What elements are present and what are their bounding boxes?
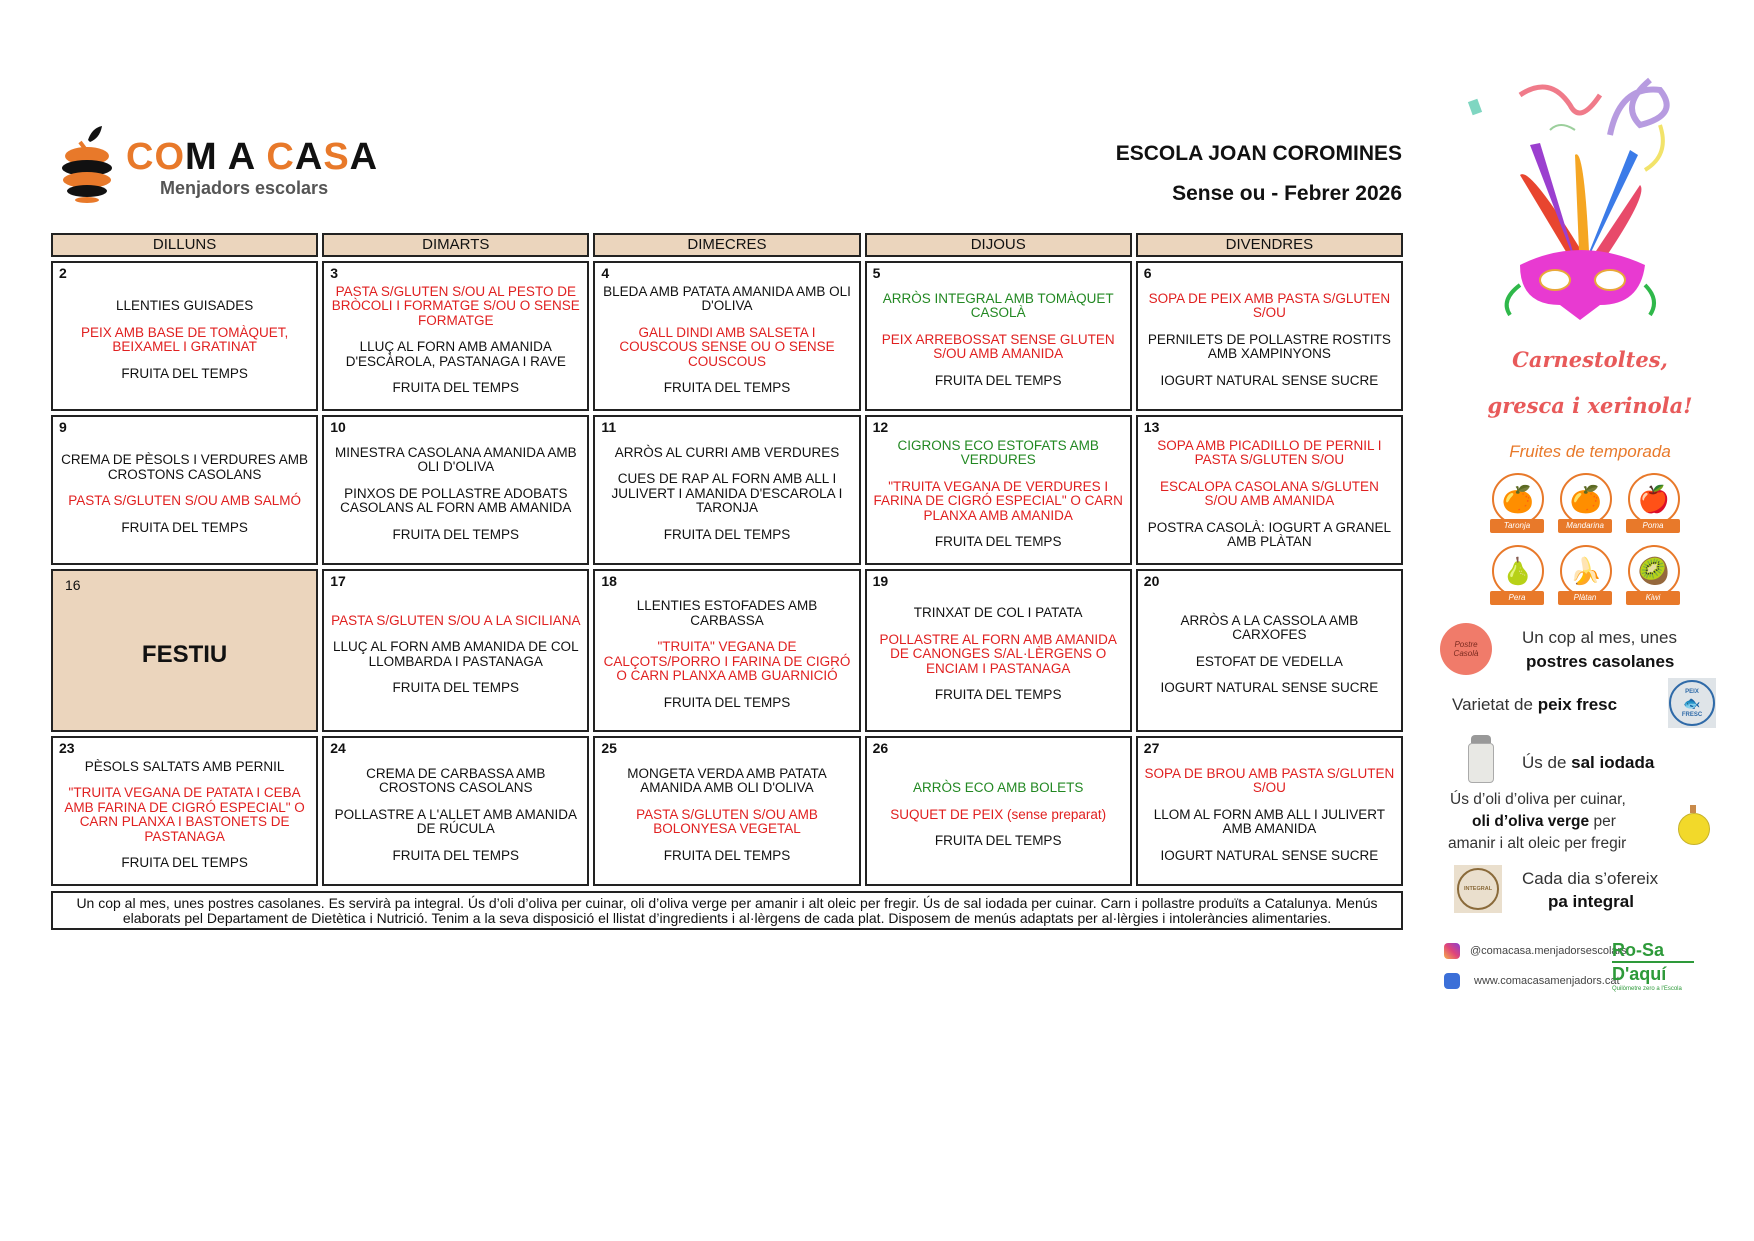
fruit-label: Taronja <box>1490 519 1544 533</box>
brand-name <box>126 136 378 179</box>
brand-name-part: M <box>185 136 218 178</box>
day-number: 5 <box>872 265 881 281</box>
pa-integral-badge-icon <box>1454 865 1502 913</box>
fruit-icon: 🍊 <box>1560 473 1612 525</box>
menu-dish: FRUITA DEL TEMPS <box>663 526 791 542</box>
fruit-item <box>1622 473 1684 535</box>
badge-text: Casolà <box>1453 649 1479 658</box>
menu-dish: CUES DE RAP AL FORN AMB ALL I JULIVERT I AMANIDA D'ESCAROLA I TARONJA <box>611 471 843 516</box>
fruit-icon: 🍌 <box>1560 545 1612 597</box>
fruit-label: Plàtan <box>1558 591 1612 605</box>
menu-dish: GALL DINDI AMB SALSETA I COUSCOUS SENSE OU O SENSE COUSCOUS <box>619 324 835 369</box>
peix-text-normal: Varietat de <box>1452 695 1538 714</box>
menu-dish: CIGRONS ECO ESTOFATS AMB VERDURES <box>897 437 1099 467</box>
school-name: ESCOLA JOAN COROMINES <box>1115 142 1402 165</box>
calendar-week-row <box>51 736 1403 886</box>
oli-text-normal: per <box>1589 813 1616 830</box>
day-number: 2 <box>59 265 67 281</box>
brand-logo <box>58 126 379 206</box>
peix-text-bold: peix fresc <box>1537 695 1618 714</box>
menu-dish: PERNILETS DE POLLASTRE ROSTITS AMB XAMPINYONS <box>1147 331 1391 362</box>
menu-dish: ESCALOPA CASOLANA S/GLUTEN S/OU AMB AMANIDA <box>1159 478 1379 508</box>
menu-dish: POLLASTRE A L'ALLET AMB AMANIDA DE RÚCULA <box>334 806 577 837</box>
brand-name-part: C <box>266 136 295 178</box>
menu-dish: IOGURT NATURAL SENSE SUCRE <box>1160 680 1379 695</box>
fruit-icon: 🥝 <box>1628 545 1680 597</box>
weekday-header: DIMECRES <box>593 233 860 257</box>
calendar-day-cell <box>1136 261 1403 411</box>
calendar-day-cell <box>593 415 860 565</box>
menu-dish: LLOM AL FORN AMB ALL I JULIVERT AMB AMANIDA <box>1153 806 1386 837</box>
calendar-day-cell <box>593 736 860 886</box>
seasonal-fruits-grid <box>1486 473 1686 607</box>
menu-dish: PASTA S/GLUTEN S/OU A LA SICILIANA <box>331 612 581 628</box>
day-number: 11 <box>601 419 617 435</box>
postres-casolanes-badge <box>1440 623 1492 675</box>
fruit-icon: 🍐 <box>1492 545 1544 597</box>
fruit-item <box>1554 473 1616 535</box>
fruit-item <box>1486 473 1548 535</box>
calendar-day-cell <box>865 415 1132 565</box>
olive-oil-jar-icon <box>1674 805 1714 849</box>
menu-dish: ARRÒS ECO AMB BOLETS <box>913 780 1084 796</box>
menu-dish: CREMA DE CARBASSA AMB CROSTONS CASOLANS <box>366 765 546 796</box>
menu-dish: ESTOFAT DE VEDELLA <box>1195 653 1343 669</box>
calendar-day-cell <box>51 415 318 565</box>
oli-line1: Ús d’oli d’oliva per cuinar, <box>1450 791 1626 808</box>
brand-name-part: S <box>323 136 350 178</box>
salt-shaker-icon <box>1468 735 1494 785</box>
menu-dish: ARRÒS AL CURRI AMB VERDURES <box>614 444 840 460</box>
weekday-header: DIVENDRES <box>1136 233 1403 257</box>
menu-dish: SOPA DE PEIX AMB PASTA S/GLUTEN S/OU <box>1148 290 1391 321</box>
day-number: 24 <box>330 740 346 756</box>
menu-dish: FRUITA DEL TEMPS <box>392 680 520 695</box>
fruit-label: Poma <box>1626 519 1680 533</box>
menu-dish: FRUITA DEL TEMPS <box>934 372 1062 388</box>
menu-dish: POSTRA CASOLÀ: IOGURT A GRANEL AMB PLÀTAN <box>1147 519 1392 549</box>
sal-iodada-text <box>1522 753 1654 773</box>
menu-dish: PÈSOLS SALTATS AMB PERNIL <box>84 758 285 774</box>
calendar-week-row <box>51 261 1403 411</box>
calendar-day-cell <box>1136 736 1403 886</box>
fruit-label: Kiwi <box>1626 591 1680 605</box>
day-number: 25 <box>601 740 617 756</box>
calendar-day-cell <box>322 415 589 565</box>
fruit-icon: 🍎 <box>1628 473 1680 525</box>
menu-dish: ARRÒS A LA CASSOLA AMB CARXOFES <box>1180 612 1359 642</box>
fish-icon: 🐟 <box>1683 694 1701 711</box>
calendar-day-cell <box>51 736 318 886</box>
peix-fresc-badge-icon <box>1668 678 1716 728</box>
day-number: 23 <box>59 740 75 756</box>
menu-dish: BLEDA AMB PATATA AMANIDA AMB OLI D'OLIVA <box>603 283 851 313</box>
menu-dish: LLENTIES ESTOFADES AMB CARBASSA <box>636 598 818 628</box>
day-number: 6 <box>1143 265 1152 281</box>
calendar-day-cell <box>865 736 1132 886</box>
menu-dish: LLUÇ AL FORN AMB AMANIDA DE COL LLOMBARDA I PASTANAGA <box>333 639 579 669</box>
km0-logo <box>1612 939 1694 1001</box>
instagram-handle[interactable]: @comacasa.menjadorsescolars <box>1470 945 1627 957</box>
calendar-day-cell <box>593 261 860 411</box>
sal-text-bold: sal iodada <box>1571 753 1655 772</box>
calendar-day-cell <box>593 569 860 732</box>
day-number: 19 <box>872 573 889 589</box>
calendar-day-cell <box>322 569 589 732</box>
menu-dish: SOPA AMB PICADILLO DE PERNIL I PASTA S/GLUTEN S/OU <box>1157 437 1382 467</box>
calendar-day-cell <box>865 261 1132 411</box>
menu-dish: FRUITA DEL TEMPS <box>934 534 1062 549</box>
oli-line2 <box>1472 813 1616 831</box>
menu-dish: FRUITA DEL TEMPS <box>121 365 248 381</box>
menu-subtitle: Sense ou - Febrer 2026 <box>1172 182 1402 205</box>
day-number: 10 <box>330 419 346 435</box>
menu-dish: SUQUET DE PEIX (sense preparat) <box>890 806 1107 822</box>
menu-dish: IOGURT NATURAL SENSE SUCRE <box>1160 847 1379 863</box>
badge-text: INTEGRAL <box>1457 868 1499 910</box>
fruit-item <box>1622 545 1684 607</box>
day-number: 26 <box>872 740 889 756</box>
calendar-day-cell <box>1136 569 1403 732</box>
badge-text: Postre <box>1454 640 1478 649</box>
weekday-header-row <box>51 233 1403 257</box>
menu-dish: FRUITA DEL TEMPS <box>392 847 520 863</box>
menu-dish: FRUITA DEL TEMPS <box>392 526 520 542</box>
km0-text: D'aquí <box>1612 961 1694 985</box>
seasonal-fruits-title: Fruites de temporada <box>1509 442 1671 461</box>
menu-dish: FRUITA DEL TEMPS <box>663 847 791 863</box>
menu-dish: "TRUITA" VEGANA DE CALÇOTS/PORRO I FARINA DE CIGRÓ O CARN PLANXA AMB GUARNICIÓ <box>603 639 851 683</box>
menu-dish: FRUITA DEL TEMPS <box>121 855 248 870</box>
carnival-subtitle: gresca i xerinola! <box>1487 393 1693 418</box>
postres-line1: Un cop al mes, unes <box>1522 628 1677 647</box>
badge-text: FRESC <box>1681 711 1703 718</box>
pa-line2: pa integral <box>1548 892 1634 911</box>
menu-dish: SOPA DE BROU AMB PASTA S/GLUTEN S/OU <box>1144 765 1395 796</box>
brand-name-part: A <box>217 136 267 178</box>
brand-name-part: A <box>349 136 379 178</box>
menu-dish: "TRUITA VEGANA DE PATATA I CEBA AMB FARINA DE CIGRÓ ESPECIAL" O CARN PLANXA I BASTONETS DE PASTANAGA <box>64 785 305 844</box>
day-number: 17 <box>330 573 346 589</box>
menu-dish: FRUITA DEL TEMPS <box>663 694 791 710</box>
km0-caption: Quilòmetre zero a l'Escola <box>1612 986 1682 992</box>
holiday-label: FESTIU <box>141 640 228 668</box>
menu-dish: PASTA S/GLUTEN S/OU AL PESTO DE BRÒCOLI I FORMATGE S/OU O SENSE FORMATGE <box>331 283 580 328</box>
menu-dish: FRUITA DEL TEMPS <box>121 519 248 535</box>
menu-dish: ARRÒS INTEGRAL AMB TOMÀQUET CASOLÀ <box>882 290 1114 321</box>
menu-dish: POLLASTRE AL FORN AMB AMANIDA DE CANONGES S/AL·LÈRGENS O ENCIAM I PASTANAGA <box>879 631 1117 676</box>
brand-name-part: CO <box>126 136 185 178</box>
day-number: 27 <box>1143 740 1160 756</box>
calendar-day-cell <box>322 261 589 411</box>
calendar-weeks <box>51 261 1403 886</box>
calendar-day-cell <box>322 736 589 886</box>
day-number: 13 <box>1143 419 1160 435</box>
peix-fresc-text <box>1452 695 1617 715</box>
menu-dish: PINXOS DE POLLASTRE ADOBATS CASOLANS AL FORN AMB AMANIDA <box>340 485 572 516</box>
calendar-week-row <box>51 569 1403 732</box>
calendar-week-row <box>51 415 1403 565</box>
menu-dish: MINESTRA CASOLANA AMANIDA AMB OLI D'OLIVA <box>335 444 577 475</box>
menu-dish: PASTA S/GLUTEN S/OU AMB BOLONYESA VEGETAL <box>636 806 818 837</box>
day-number: 16 <box>65 577 81 593</box>
day-number: 4 <box>601 265 610 281</box>
day-number: 9 <box>59 419 67 435</box>
menu-dish: TRINXAT DE COL I PATATA <box>913 605 1083 621</box>
apple-logo-icon <box>58 126 116 204</box>
calendar-day-cell <box>1136 415 1403 565</box>
calendar-day-cell <box>865 569 1132 732</box>
fruit-item <box>1554 545 1616 607</box>
menu-dish: LLUÇ AL FORN AMB AMANIDA D'ESCÀROLA, PASTANAGA I RAVE <box>345 339 566 369</box>
calendar-day-cell <box>51 261 318 411</box>
menu-dish: FRUITA DEL TEMPS <box>934 687 1062 703</box>
menu-calendar <box>51 233 1403 930</box>
badge-text: PEIX <box>1685 688 1699 695</box>
menu-dish: PASTA S/GLUTEN S/OU AMB SALMÓ <box>68 493 301 508</box>
menu-dish: CREMA DE PÈSOLS I VERDURES AMB CROSTONS CASOLANS <box>61 452 308 482</box>
menu-dish: FRUITA DEL TEMPS <box>663 380 791 395</box>
oli-line3: amanir i alt oleic per fregir <box>1448 835 1627 852</box>
sal-text-normal: Ús de <box>1522 753 1572 772</box>
pa-line1: Cada dia s’ofereix <box>1522 869 1659 888</box>
menu-dish: "TRUITA VEGANA DE VERDURES I FARINA DE CIGRÓ ESPECIAL" O CARN PLANXA AMB AMANIDA <box>873 478 1123 523</box>
fruit-label: Mandarina <box>1558 519 1612 533</box>
day-number: 3 <box>330 265 338 281</box>
menu-dish: LLENTIES GUISADES <box>115 298 254 313</box>
website-link[interactable]: www.comacasamenjadors.cat <box>1474 975 1620 987</box>
weekday-header: DIMARTS <box>322 233 589 257</box>
fruit-item <box>1486 545 1548 607</box>
day-number: 18 <box>601 573 617 589</box>
brand-name-part: A <box>294 136 324 178</box>
carnival-title: Carnestoltes, <box>1512 347 1668 372</box>
menu-dish: MONGETA VERDA AMB PATATA AMANIDA AMB OLI D'OLIVA <box>627 765 827 796</box>
fruit-label: Pera <box>1490 591 1544 605</box>
menu-dish: FRUITA DEL TEMPS <box>392 380 520 395</box>
menu-footnote: Un cop al mes, unes postres casolanes. Es servirà pa integral. Ús d’oli d’oliva per cuinar, oli d’oliva verge per amanir i alt oleic per fregir. Ús de sal iodada per cuinar. Carn i pollastre produïts a Catalunya. Menús elaborats pel Departament de Dietètica i Nutrició. Tenim a la seva disposició el llistat d’ingredients i al·lèrgens de cada plat. Disposem de menús adaptats per al·lèrgies i intoleràncies alimentaries. <box>51 891 1403 930</box>
day-number: 12 <box>872 419 889 435</box>
km0-text: Ro-Sa <box>1612 940 1665 960</box>
oli-text-bold: oli d’oliva verge <box>1472 813 1590 830</box>
weekday-header: DIJOUS <box>865 233 1132 257</box>
weekday-header: DILLUNS <box>51 233 318 257</box>
carnival-mask-icon <box>1460 75 1700 345</box>
calendar-day-holiday <box>51 569 318 732</box>
instagram-icon <box>1444 943 1460 959</box>
fruit-icon: 🍊 <box>1492 473 1544 525</box>
menu-dish: PEIX AMB BASE DE TOMÀQUET, BEIXAMEL I GRATINAT <box>80 324 289 354</box>
menu-dish: FRUITA DEL TEMPS <box>934 833 1062 849</box>
postres-line2: postres casolanes <box>1526 652 1675 671</box>
menu-dish: IOGURT NATURAL SENSE SUCRE <box>1160 372 1379 388</box>
website-globe-icon <box>1444 973 1460 989</box>
brand-tagline: Menjadors escolars <box>160 178 329 198</box>
menu-dish: PEIX ARREBOSSAT SENSE GLUTEN S/OU AMB AMANIDA <box>881 331 1115 362</box>
day-number: 20 <box>1143 573 1160 589</box>
